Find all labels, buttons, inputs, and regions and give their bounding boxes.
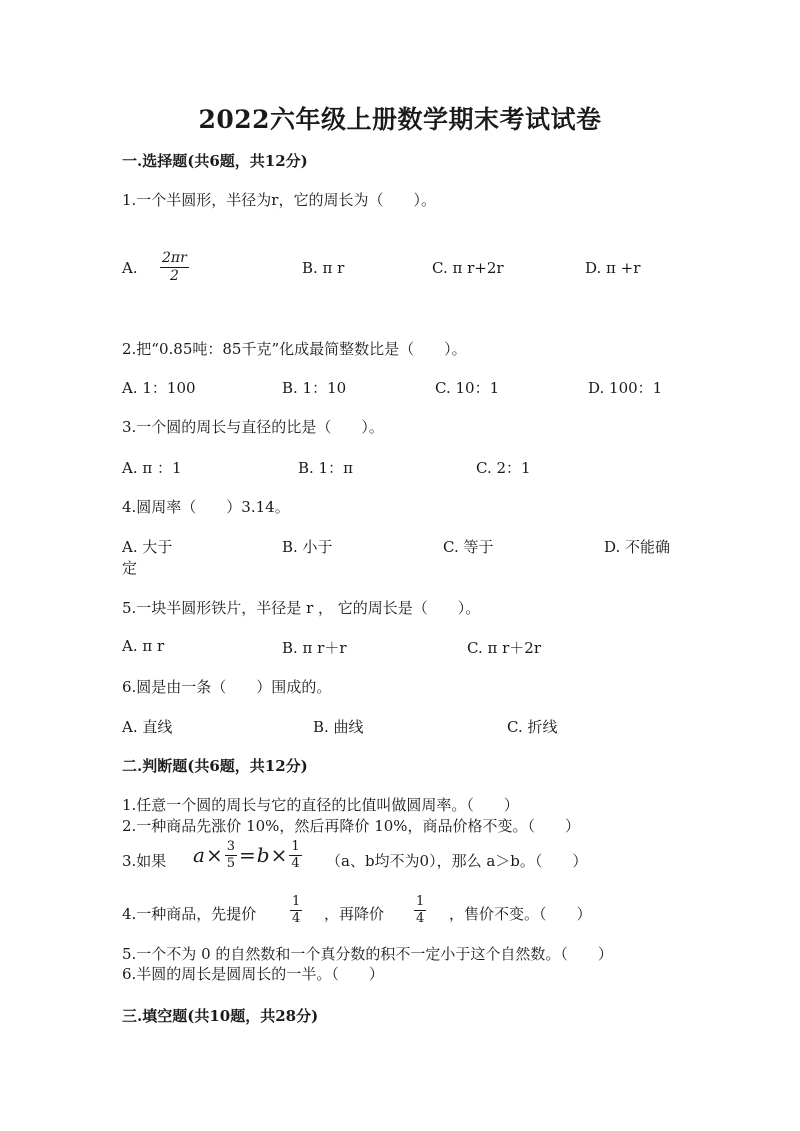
q1-option-d: D. π +r [585, 259, 641, 277]
judgment-1: 1.任意一个圆的周长与它的直径的比值叫做圆周率。（ ） [122, 796, 519, 814]
q1-option-b: B. π r [302, 259, 345, 277]
q5-option-a: A. π r [122, 637, 165, 655]
q3-option-a: A. π ：1 [122, 459, 182, 477]
fraction-denominator: 5 [226, 855, 235, 871]
fraction-denominator: 4 [292, 910, 301, 926]
times-sign: × [205, 843, 223, 868]
q2-option-c: C. 10：1 [435, 379, 500, 397]
q4-option-c: C. 等于 [443, 538, 494, 556]
fraction-numerator: 1 [291, 839, 300, 854]
q4-option-b: B. 小于 [282, 538, 333, 556]
q4-option-a: A. 大于 [122, 538, 173, 556]
judgment-4-suffix: ，售价不变。（ ） [449, 905, 592, 923]
question-3-stem: 3.一个圆的周长与直径的比是（ ）。 [122, 418, 384, 436]
equals-sign: = [238, 843, 256, 868]
section-heading-choice: 一.选择题(共6题，共12分) [122, 152, 308, 170]
judgment-2: 2.一种商品先涨价 10%，然后再降价 10%，商品价格不变。（ ） [122, 817, 581, 835]
judgment-4-fraction-2 [414, 895, 426, 925]
question-1-stem: 1.一个半圆形，半径为r，它的周长为（ ）。 [122, 191, 436, 209]
q2-option-a: A. 1：100 [122, 379, 196, 397]
q5-option-b: B. π r＋r [282, 639, 347, 657]
q5-option-c: C. π r＋2r [467, 639, 541, 657]
fraction-denominator: 2 [169, 267, 179, 284]
times-sign: × [270, 843, 288, 868]
q4-option-d-wrap: 定 [122, 559, 138, 577]
fraction-numerator: 2πr [162, 250, 187, 266]
q1-option-a-fraction [160, 251, 189, 283]
question-6-stem: 6.圆是由一条（ ）围成的。 [122, 678, 332, 696]
q2-option-d: D. 100：1 [588, 379, 663, 397]
fraction-numerator: 3 [226, 839, 235, 854]
judgment-4-middle: ，再降价 [324, 905, 385, 923]
q6-option-c: C. 折线 [507, 718, 558, 736]
judgment-6: 6.半圆的周长是圆周长的一半。（ ） [122, 965, 384, 983]
judgment-3-equation [193, 840, 303, 870]
q2-option-b: B. 1：10 [282, 379, 347, 397]
judgment-3-prefix: 3.如果 [122, 852, 167, 870]
q1-option-c: C. π r+2r [432, 259, 504, 277]
judgment-4-fraction-1 [290, 895, 302, 925]
section-heading-fill-in: 三.填空题(共10题，共28分) [122, 1007, 319, 1025]
question-5-stem: 5.一块半圆形铁片，半径是 r ， 它的周长是（ ）。 [122, 599, 481, 617]
question-4-stem: 4.圆周率（ ）3.14。 [122, 498, 290, 516]
fraction-denominator: 4 [291, 855, 300, 871]
variable-b: b [256, 843, 270, 868]
fraction-denominator: 4 [416, 910, 425, 926]
q3-option-c: C. 2：1 [476, 459, 531, 477]
fraction-numerator: 1 [292, 894, 301, 909]
q6-option-b: B. 曲线 [313, 718, 364, 736]
q4-option-d: D. 不能确 [604, 538, 671, 556]
question-2-stem: 2.把“0.85吨：85千克”化成最简整数比是（ ）。 [122, 340, 467, 358]
judgment-5: 5.一个不为 0 的自然数和一个真分数的积不一定小于这个自然数。（ ） [122, 945, 613, 963]
q1-option-a-label: A. [122, 259, 138, 277]
section-heading-judgment: 二.判断题(共6题，共12分) [122, 757, 308, 775]
fraction-numerator: 1 [416, 894, 425, 909]
variable-a: a [193, 843, 205, 868]
q3-option-b: B. 1：π [298, 459, 353, 477]
page-title: 2022六年级上册数学期末考试试卷 [198, 105, 602, 134]
judgment-4-prefix: 4.一种商品，先提价 [122, 905, 257, 923]
q6-option-a: A. 直线 [122, 718, 173, 736]
judgment-3-suffix: （a、b均不为0），那么 a＞b。（ ） [326, 852, 588, 870]
